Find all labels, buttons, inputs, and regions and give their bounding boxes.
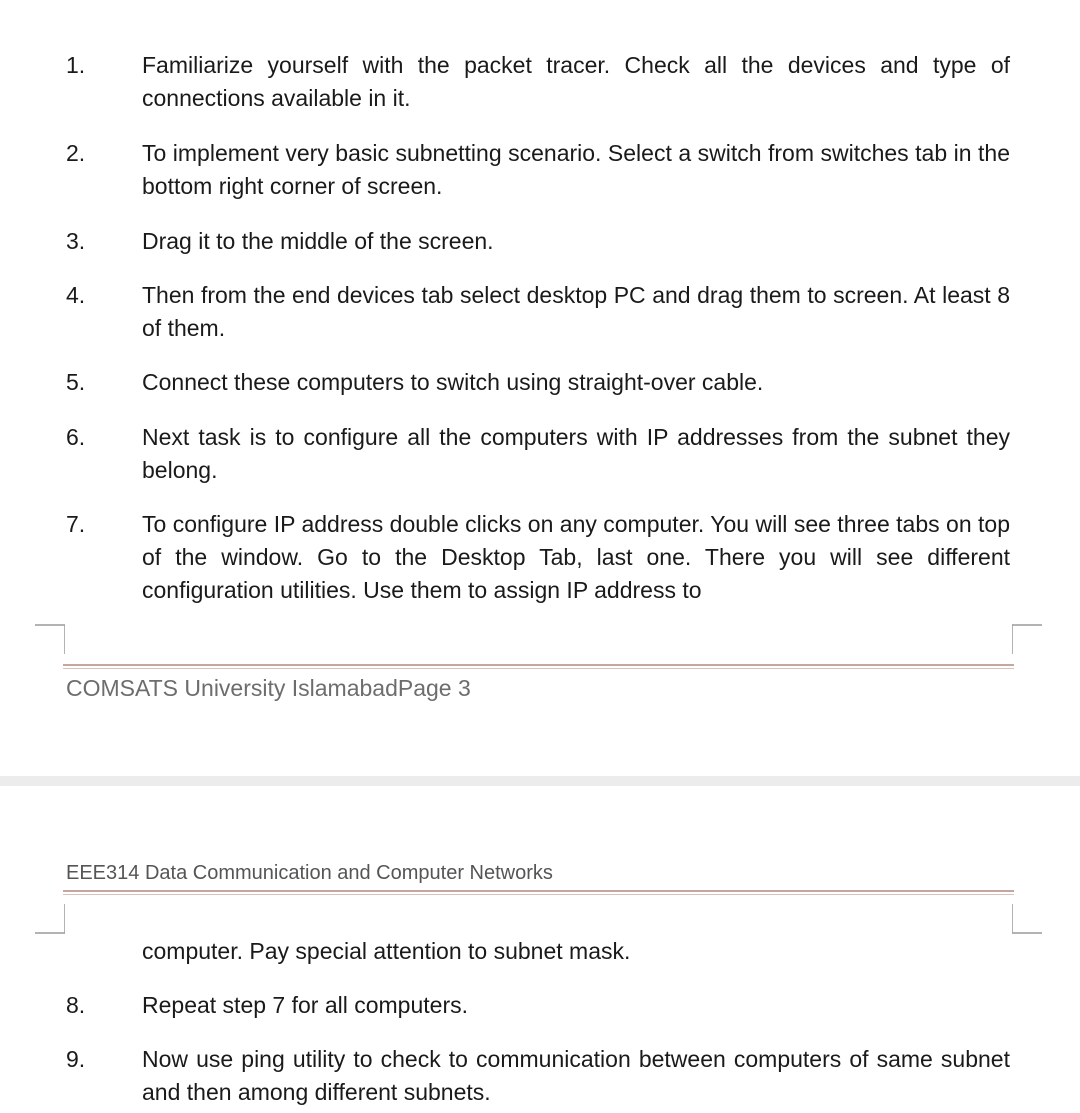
continuation-text: computer. Pay special attention to subnet mask. (142, 938, 631, 964)
list-number: 3. (66, 228, 86, 254)
list-text: Now use ping utility to check to communication between computers of same subnet and then among different subnets. (142, 1046, 1010, 1105)
header-divider-thin (63, 894, 1014, 895)
list-number: 9. (66, 1046, 86, 1072)
list-number: 7. (66, 511, 86, 537)
list-number: 2. (66, 140, 86, 166)
list-number: 6. (66, 424, 86, 450)
list-text: Drag it to the middle of the screen. (142, 228, 494, 254)
list-number: 1. (66, 52, 86, 78)
header-divider (63, 890, 1014, 892)
list-text: Then from the end devices tab select desktop PC and drag them to screen. At least 8 of them. (142, 282, 1010, 341)
crop-mark-top-right (1012, 904, 1042, 934)
footer-divider (63, 664, 1014, 666)
page-footer: COMSATS University IslamabadPage 3 (66, 675, 471, 701)
list-text: Next task is to configure all the computers with IP addresses from the subnet they belong. (142, 424, 1010, 483)
crop-mark-top-left (35, 904, 65, 934)
list-number: 8. (66, 992, 86, 1018)
page-gap (0, 776, 1080, 786)
footer-divider-thin (63, 668, 1014, 669)
list-text: To implement very basic subnetting scenario. Select a switch from switches tab in the bottom right corner of screen. (142, 140, 1010, 199)
list-text: Repeat step 7 for all computers. (142, 992, 468, 1018)
list-text: Familiarize yourself with the packet tracer. Check all the devices and type of connections available in it. (142, 52, 1010, 111)
document-page-4 (0, 786, 1080, 1113)
list-text: To configure IP address double clicks on any computer. You will see three tabs on top of the window. Go to the Desktop Tab, last one. There you will see different configuration utilities. Use them to assign IP address to (142, 511, 1010, 603)
page-header: EEE314 Data Communication and Computer Networks (66, 862, 553, 884)
list-text: Connect these computers to switch using straight-over cable. (142, 369, 764, 395)
list-number: 4. (66, 282, 86, 308)
crop-mark-bottom-left (35, 624, 65, 654)
crop-mark-bottom-right (1012, 624, 1042, 654)
list-number: 5. (66, 369, 86, 395)
